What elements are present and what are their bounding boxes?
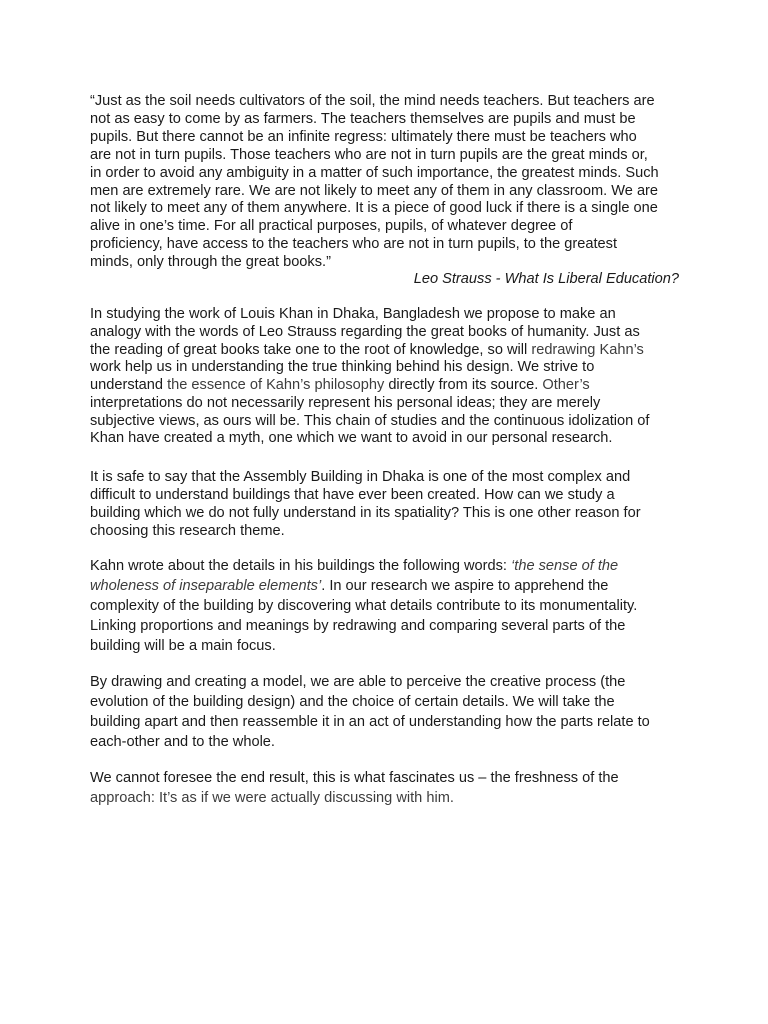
quote-line: men are extremely rare. We are not likely to meet any of them in any classroom. We are bbox=[90, 182, 659, 199]
quote-line: alive in one’s time. For all practical purposes, pupils, of whatever degree of bbox=[90, 218, 573, 235]
text-run: redrawing Kahn’s bbox=[531, 341, 644, 358]
text-run: Other’s bbox=[542, 377, 590, 393]
paragraph-line: analogy with the words of Leo Strauss regarding the great books of humanity. Just as bbox=[90, 323, 640, 340]
text-run: Kahn wrote about the details in his buildings the following words: bbox=[90, 558, 512, 574]
paragraph-line: Khan have created a myth, one which we want to avoid in our personal research. bbox=[90, 430, 613, 447]
paragraph-line: Linking proportions and meanings by redrawing and comparing several parts of the bbox=[90, 618, 626, 635]
paragraph-line: approach: It’s as if we were actually discussing with him. bbox=[90, 790, 454, 806]
text-run: directly from its source. bbox=[384, 377, 543, 393]
paragraph-line bbox=[90, 556, 690, 576]
paragraph-line: It is safe to say that the Assembly Building in Dhaka is one of the most complex and bbox=[90, 469, 631, 485]
strauss-quote bbox=[90, 93, 690, 272]
text-run: the essence of Kahn’s philosophy bbox=[167, 377, 385, 393]
quote-line: pupils. But there cannot be an infinite regress: ultimately there must be teachers who bbox=[90, 128, 637, 145]
text-run: the reading of great books take one to the root of knowledge, so will bbox=[90, 341, 532, 358]
paragraph-line bbox=[90, 576, 690, 596]
paragraph-kahn-details bbox=[90, 556, 690, 656]
quote-attribution: Leo Strauss - What Is Liberal Education? bbox=[413, 271, 679, 287]
quote-line: not as easy to come by as farmers. The teachers themselves are pupils and must be bbox=[90, 110, 636, 127]
text-run: . In our research we aspire to apprehend the bbox=[321, 578, 609, 595]
quote-line: minds, only through the great books.” bbox=[90, 254, 331, 271]
paragraph-line: In studying the work of Louis Khan in Dhaka, Bangladesh we propose to make an bbox=[90, 306, 616, 322]
quote-line: “Just as the soil needs cultivators of the soil, the mind needs teachers. But teachers are bbox=[90, 93, 655, 109]
paragraph-line: complexity of the building by discovering what details contribute to its monumentality. bbox=[90, 598, 638, 615]
quote-line: not likely to meet any of them anywhere. It is a piece of good luck if there is a single one bbox=[90, 200, 658, 217]
kahn-quote-text: ‘the sense of the bbox=[511, 558, 619, 574]
paragraph-line: subjective views, as ours will be. This chain of studies and the continuous idolization of bbox=[90, 412, 650, 429]
paragraph-drawing-model bbox=[90, 672, 690, 752]
kahn-quote-text: wholeness of inseparable elements’ bbox=[90, 578, 322, 595]
paragraph-louis-khan-analogy bbox=[90, 306, 690, 448]
paragraph-line: building which we do not fully understand in its spatiality? This is one other reason for bbox=[90, 505, 641, 521]
paragraph-line: We cannot foresee the end result, this is what fascinates us – the freshness of the bbox=[90, 770, 619, 786]
paragraph-line: choosing this research theme. bbox=[90, 523, 285, 539]
quote-line: are not in turn pupils. Those teachers who are not in turn pupils are the great minds or, bbox=[90, 146, 648, 163]
paragraph-line: building will be a main focus. bbox=[90, 638, 276, 655]
paragraph-line: work help us in understanding the true thinking behind his design. We strive to bbox=[90, 359, 595, 376]
paragraph-assembly-building bbox=[90, 468, 690, 540]
paragraph-line bbox=[90, 377, 690, 395]
paragraph-line bbox=[90, 342, 690, 360]
paragraph-line: By drawing and creating a model, we are able to perceive the creative process (the bbox=[90, 674, 626, 690]
paragraph-end-result bbox=[90, 768, 690, 808]
text-run: understand bbox=[90, 377, 168, 393]
paragraph-line: interpretations do not necessarily represent his personal ideas; they are merely bbox=[90, 394, 601, 411]
paragraph-line: evolution of the building design) and the choice of certain details. We will take the bbox=[90, 694, 615, 711]
paragraph-line: building apart and then reassemble it in an act of understanding how the parts relate to bbox=[90, 714, 650, 731]
paragraph-line: each-other and to the whole. bbox=[90, 734, 275, 751]
quote-line: in order to avoid any ambiguity in a matter of such importance, the greatest minds. Such bbox=[90, 164, 659, 181]
quote-line: proficiency, have access to the teachers who are not in turn pupils, to the greatest bbox=[90, 236, 618, 253]
paragraph-line: difficult to understand buildings that have ever been created. How can we study a bbox=[90, 487, 615, 503]
